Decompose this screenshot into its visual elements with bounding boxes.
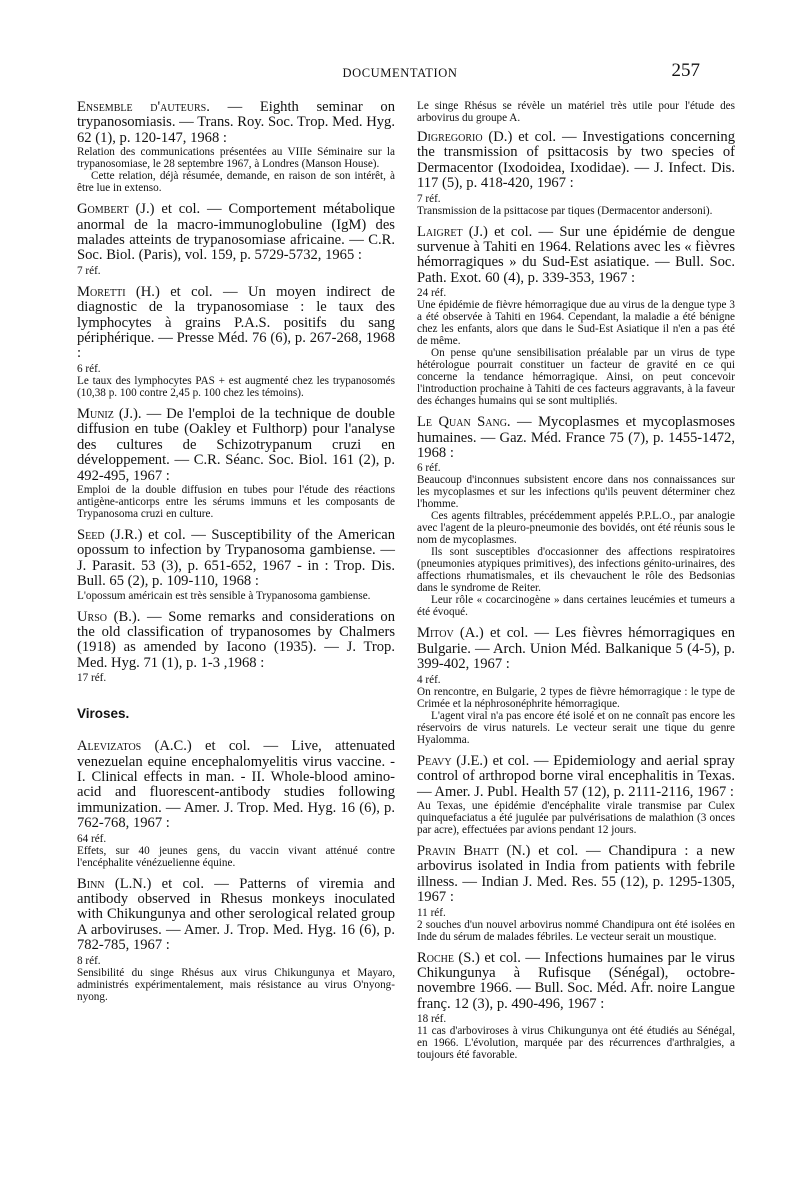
reference-count: 7 réf. xyxy=(417,192,441,205)
author-name: Muniz (J.). xyxy=(77,405,142,422)
author-name: Laigret (J.) xyxy=(417,223,488,240)
citation xyxy=(77,528,395,590)
reference-count: 4 réf. xyxy=(417,673,441,686)
reference-count: 64 réf. xyxy=(77,832,107,845)
bibliography-entry xyxy=(77,610,395,685)
abstract-paragraph: Sensibilité du singe Rhésus aux virus Chikungunya et Mayaro, administrés expérimentalement, mais résistance au virus O'nyong-nyong. xyxy=(77,966,395,1003)
citation xyxy=(77,100,395,146)
bibliography-entry xyxy=(417,626,735,745)
citation xyxy=(417,130,735,192)
citation xyxy=(77,202,395,264)
bibliography-entry xyxy=(417,415,735,618)
citation xyxy=(417,844,735,906)
abstract-paragraph: Le taux des lymphocytes PAS + est augmenté chez les trypanosomés (10,38 p. 100 contre 2,45 p. 100 chez les témoins). xyxy=(77,374,395,399)
author-name: Binn (L.N.) xyxy=(77,875,152,892)
citation-text: — Some remarks and considerations on the old classification of trypanosomes by Chalmers (1918) as amended by Iacono (1935). — J. Trop. Med. Hyg. 71 (1), p. 1-3 ,1968 : xyxy=(77,608,395,671)
abstract-paragraph: Beaucoup d'inconnues subsistent encore dans nos connaissances sur les mycoplasmes et sur les infections qu'ils peuvent déterminer chez l'homme. xyxy=(417,474,735,511)
abstract-paragraph: Transmission de la psittacose par tiques (Dermacentor andersoni). xyxy=(417,204,713,217)
citation-text: et col. — Investigations concerning the transmission of psittacosis by two species of Dermacentor (Ixodoidea, Ixodidae). — J. Infect. Dis. 117 (5), p. 418-420, 1967 : xyxy=(417,129,736,192)
author-name: Seed (J.R.) xyxy=(77,526,143,543)
abstract-paragraph: L'opossum américain est très sensible à Trypanosoma gambiense. xyxy=(77,589,371,602)
left-entries xyxy=(77,100,395,684)
abstract-paragraph: Ces agents filtrables, précédemment appelés P.P.L.O., par analogie avec l'agent de la pleuro-pneumonie des bovidés, ont été réunis sous le nom de mycoplasmes. xyxy=(417,510,735,547)
bibliography-entry xyxy=(417,130,735,217)
author-name: Moretti (H.) xyxy=(77,283,160,300)
abstract-paragraph: Relation des communications présentées au VIIIe Séminaire sur la trypanosomiase, le 28 septembre 1967, à Londres (Manson House). xyxy=(77,146,395,171)
citation-text: et col. — Susceptibility of the American opossum to infection by Trypanosoma gambiense. — J. Parasit. 53 (3), p. 651-652, 1967 - in : Trop. Dis. Bull. 65 (2), p. 109-110, 1968 : xyxy=(77,526,395,590)
abstract-paragraph: Ils sont susceptibles d'occasionner des affections respiratoires (pneumonies atypiques primitives), des infections génito-urinaires, des affections rhumatismales, et ils chevauchent le rôle des Bedsonias dans le syndrome de Reiter. xyxy=(417,546,735,595)
section-heading: Viroses. xyxy=(77,706,130,722)
citation-text: et col. — Comportement métabolique anormal de la macro-immunoglobuline (IgM) des malades atteints de trypanosomiase africaine. — C.R. Soc. Biol. (Paris), vol. 159, p. 5729-5732, 1965 : xyxy=(77,201,395,264)
bibliography-entry xyxy=(417,225,735,408)
bibliography-entry xyxy=(77,528,395,602)
abstract-paragraph: Cette relation, déjà résumée, demande, en raison de son intérêt, à être lue in extenso. xyxy=(77,170,395,195)
author-name: Alevizatos (A.C.) xyxy=(77,738,192,755)
right-column xyxy=(417,100,735,1069)
citation xyxy=(417,415,735,461)
bibliography-entry xyxy=(77,202,395,277)
abstract-paragraph: On rencontre, en Bulgarie, 2 types de fièvre hémorragique : le type de Crimée et la néphrosonéphrite hémorragique. xyxy=(417,685,735,710)
reference-count: 18 réf. xyxy=(417,1013,447,1026)
author-name: Gombert (J.) xyxy=(77,201,155,218)
citation xyxy=(417,225,735,287)
citation xyxy=(77,877,395,954)
abstract-paragraph: L'agent viral n'a pas encore été isolé et on ne connaît pas encore les réservoirs de virus naturels. Le vecteur serait une tique du genre Hyalomma. xyxy=(417,709,735,746)
reference-count: 17 réf. xyxy=(77,672,107,685)
bibliography-entry xyxy=(77,739,395,868)
bibliography-entry xyxy=(77,407,395,520)
citation xyxy=(77,407,395,484)
left-column xyxy=(77,100,395,1011)
citation xyxy=(77,610,395,672)
author-name: Le Quan Sang. xyxy=(417,414,511,431)
bibliography-entry xyxy=(77,100,395,194)
citation-text: — Eighth seminar on trypanosomiasis. — Trans. Roy. Soc. Trop. Med. Hyg. 62 (1), p. 120-147, 1968 : xyxy=(77,99,395,146)
author-name: Mitov (A.) xyxy=(417,625,484,642)
continued-note: Le singe Rhésus se révèle un matériel très utile pour l'étude des arbovirus du groupe A. xyxy=(417,100,735,124)
author-name: Pravin Bhatt (N.) xyxy=(417,842,531,859)
citation xyxy=(417,754,735,800)
right-entries xyxy=(417,130,735,1061)
author-name: Ensemble d'auteurs. xyxy=(77,99,210,115)
reference-count: 8 réf. xyxy=(77,954,101,967)
abstract-paragraph: Leur rôle « cocarcinogène » dans certaines leucémies et tumeurs a été évoqué. xyxy=(417,594,735,619)
citation xyxy=(417,951,735,1013)
author-name: Peavy (J.E.) xyxy=(417,752,488,769)
reference-count: 6 réf. xyxy=(417,462,441,475)
citation-text: et col. — Sur une épidémie de dengue survenue à Tahiti en 1964. Relations avec les « fièvres hémorragiques » du Sud-Est asiatique. — Bull. Soc. Path. Exot. 60 (4), p. 339-353, 1967 : xyxy=(417,223,735,286)
citation-text: et col. — Patterns of viremia and antibody observed in Rhesus monkeys inoculated with Chikungunya and other serological related group A arboviruses. — Amer. J. Trop. Med. Hyg. 16 (6), p. 782-785, 1967 : xyxy=(77,875,395,954)
abstract-paragraph: On pense qu'une sensibilisation préalable par un virus de type hétérologue pourrait constituer un facteur de gravité en ce qui concerne la tendance hémorragique. Ainsi, on peut concevoir l'introduction prochaine à Tahiti de ces facteurs aggravants, à la faveur des échanges humains qui se sont multipliés. xyxy=(417,347,735,408)
author-name: Digregorio (D.) xyxy=(417,129,513,145)
bibliography-entry xyxy=(417,844,735,943)
citation-text: et col. — Epidemiology and aerial spray control of arthropod borne viral encephalitis in Texas. — Amer. J. Publ. Health 57 (12), p. 2111-2116, 1967 : xyxy=(417,752,735,800)
reference-count: 6 réf. xyxy=(77,362,101,375)
abstract-paragraph: 2 souches d'un nouvel arbovirus nommé Chandipura ont été isolées en Inde du sérum de malades fébriles. Le vecteur serait un moustique. xyxy=(417,918,735,943)
abstract-paragraph: Effets, sur 40 jeunes gens, du vaccin vivant atténué contre l'encéphalite vénézuelienne équine. xyxy=(77,844,395,869)
citation-text: — De l'emploi de la technique de double diffusion en tube (Oakley et Fulthorp) pour l'analyse des cultures de Schizotrypanum cruzi en développement. — C.R. Séanc. Soc. Biol. 161 (2), p. 492-495, 1967 : xyxy=(77,405,396,484)
citation-text: et col. — Un moyen indirect de diagnostic de la trypanosomiase : le taux des lymphocytes à grains P.A.S. positifs du sang périphérique. — Presse Méd. 76 (6), p. 267-268, 1968 : xyxy=(77,283,395,362)
abstract-paragraph: Emploi de la double diffusion en tubes pour l'étude des réactions antigène-anticorps entre les sérums immuns et les composants de Trypanosoma cruzi en culture. xyxy=(77,483,395,520)
page-number: 257 xyxy=(671,60,700,81)
reference-count: 24 réf. xyxy=(417,287,447,300)
reference-count: 11 réf. xyxy=(417,906,446,919)
page-header xyxy=(0,62,800,86)
abstract-paragraph: Une épidémie de fièvre hémorragique due au virus de la dengue type 3 a été observée à Tahiti en 1964. Cependant, la maladie a été bénigne chez les enfants, alors que dans le Sud-Est Asiatique il n'en a pas été de même. xyxy=(417,299,735,348)
citation-text: et col. — Les fièvres hémorragiques en Bulgarie. — Arch. Union Méd. Balkanique 5 (4-5), p. 399-402, 1967 : xyxy=(417,625,735,673)
citation xyxy=(77,739,395,831)
bibliography-entry xyxy=(77,877,395,1003)
citation xyxy=(77,285,395,362)
bibliography-entry xyxy=(77,285,395,399)
abstract-paragraph: 11 cas d'arboviroses à virus Chikungunya ont été étudiés au Sénégal, en 1966. L'évolution, marquée par des récurrences d'arthralgies, a toujours été favorable. xyxy=(417,1025,735,1062)
citation xyxy=(417,626,735,672)
running-title: DOCUMENTATION xyxy=(342,66,458,80)
citation-text: et col. — Chandipura : a new arbovirus isolated in India from patients with febrile illness. — Indian J. Med. Res. 55 (12), p. 1295-1305, 1967 : xyxy=(417,842,736,906)
abstract-paragraph: Au Texas, une épidémie d'encéphalite virale transmise par Culex quinquefaciatus a été jugulée par pulvérisations de malathion (3 onces par acre), effectuées par avions pendant 12 jours. xyxy=(417,799,735,836)
citation-text: et col. — Live, attenuated venezuelan equine encephalomyelitis virus vaccine. - I. Clinical effects in man. - II. Whole-blood amino-acid and fluorescent-antibody studies following immunization. — Amer. J. Trop. Med. Hyg. 16 (6), p. 762-768, 1967 : xyxy=(77,738,395,832)
bibliography-entry xyxy=(417,754,735,836)
author-name: Roche (S.) xyxy=(417,949,480,966)
citation-text: et col. — Infections humaines par le virus Chikungunya à Rufisque (Sénégal), octobre-novembre 1966. — Bull. Soc. Méd. Afr. noire Langue franç. 12 (3), p. 490-496, 1967 : xyxy=(417,949,735,1012)
reference-count: 7 réf. xyxy=(77,264,101,277)
bibliography-entry xyxy=(417,951,735,1062)
author-name: Urso (B.). xyxy=(77,608,141,625)
citation-text: — Mycoplasmes et mycoplasmoses humaines. — Gaz. Méd. France 75 (7), p. 1455-1472, 1968 : xyxy=(417,414,735,462)
left-entries-viroses xyxy=(77,739,395,1002)
